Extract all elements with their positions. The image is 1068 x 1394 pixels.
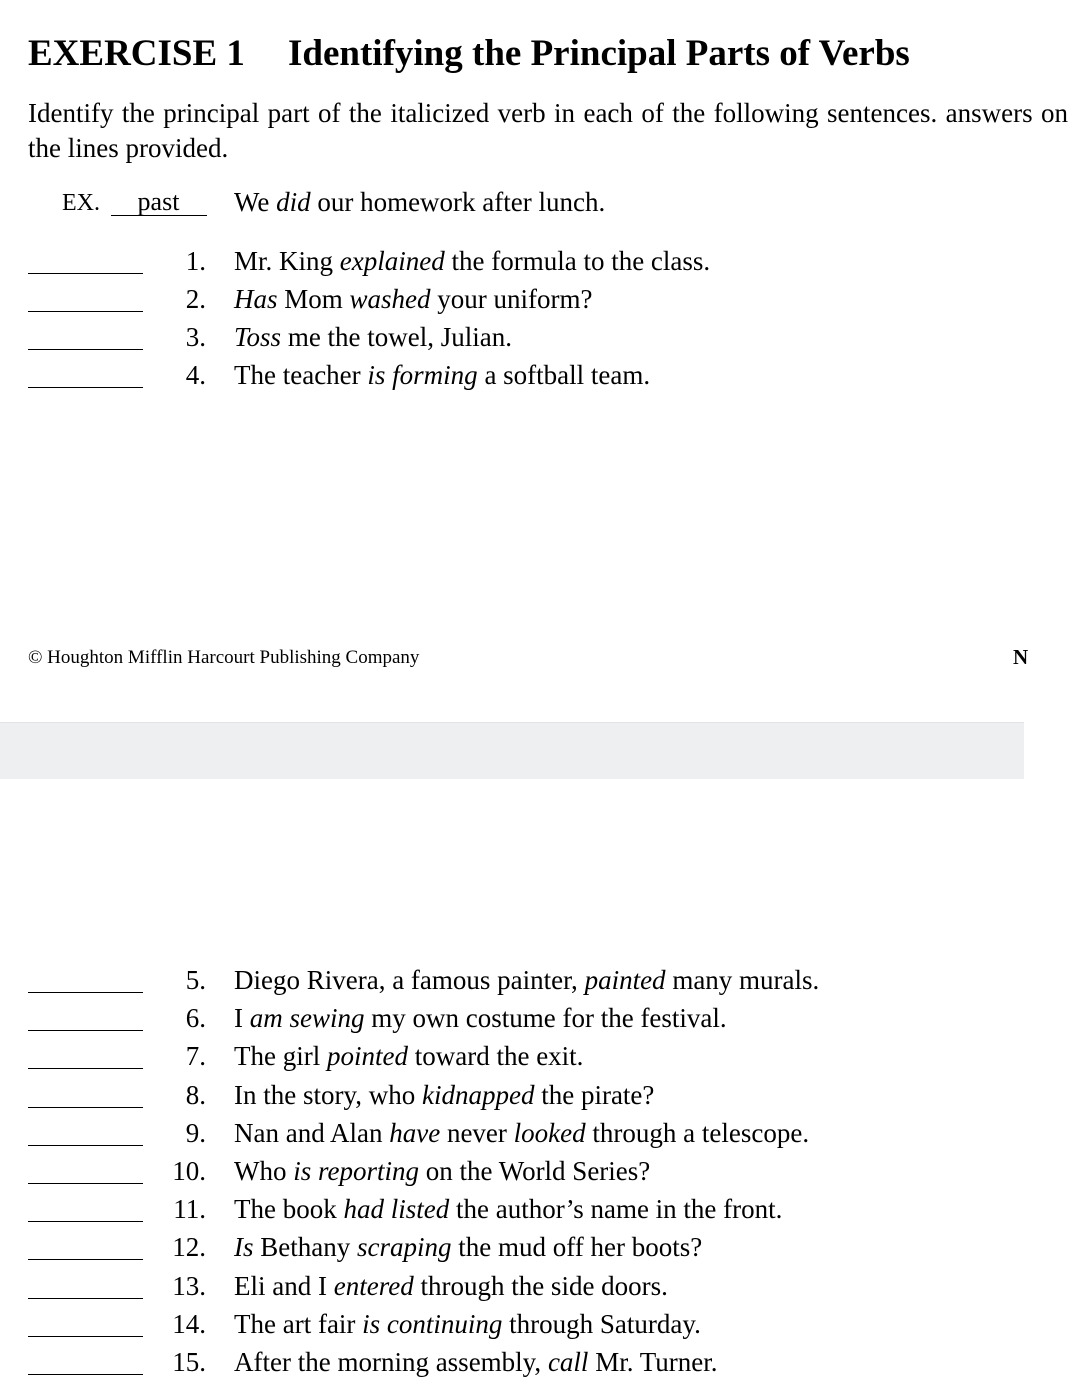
- sentence-text: Mom: [277, 284, 350, 314]
- italic-verb: Toss: [234, 322, 282, 352]
- exercise-heading: Identifying the Principal Parts of Verbs: [288, 33, 910, 74]
- answer-blank[interactable]: [28, 1183, 143, 1184]
- italic-verb: Is: [234, 1232, 254, 1263]
- answer-blank[interactable]: [28, 1107, 143, 1108]
- item-sentence: [234, 1003, 727, 1034]
- item-sentence: [234, 1271, 668, 1302]
- sentence-text: through Saturday.: [502, 1308, 701, 1339]
- instructions: Identify the principal part of the italicized verb in each of the following sentences. answers on the lines provided.: [28, 98, 1068, 163]
- item-number: 4.: [185, 360, 206, 390]
- item-sentence: [234, 1080, 654, 1111]
- item-number: 12.: [172, 1232, 206, 1263]
- answer-blank[interactable]: [28, 1221, 143, 1222]
- sentence-text: on the World Series?: [419, 1156, 651, 1186]
- item-sentence: [234, 965, 819, 996]
- sentence-text: many murals.: [665, 965, 820, 995]
- answer-blank[interactable]: [28, 1374, 143, 1375]
- sentence-text: I: [234, 1003, 250, 1034]
- sentence-text: The book: [234, 1194, 344, 1225]
- exercise-item: [0, 1271, 1024, 1309]
- sentence-text: Nan and Alan: [234, 1117, 390, 1148]
- item-number: 2.: [185, 284, 206, 314]
- sentence-text: The girl: [234, 1041, 327, 1072]
- exercise-item: [0, 322, 1024, 360]
- item-number: 7.: [185, 1041, 206, 1072]
- item-sentence: [234, 246, 710, 277]
- answer-blank[interactable]: [28, 311, 143, 312]
- sentence-text: The art fair: [234, 1308, 363, 1339]
- italic-verb: is reporting: [293, 1156, 419, 1186]
- sentence-text: me the towel, Julian.: [281, 322, 513, 352]
- exercise-item: [0, 965, 1024, 1003]
- sentence-text: the formula to the class.: [444, 246, 711, 276]
- sentence-text: Bethany: [253, 1232, 357, 1263]
- sentence-text: Who: [234, 1156, 294, 1186]
- italic-verb: scraping: [356, 1232, 452, 1263]
- item-number: 15.: [172, 1347, 206, 1377]
- exercise-item: [0, 284, 1024, 322]
- italic-verb: call: [547, 1347, 589, 1377]
- sentence-text: The teacher: [234, 360, 368, 390]
- answer-blank[interactable]: [28, 273, 143, 274]
- copyright-footer: © Houghton Mifflin Harcourt Publishing Company: [28, 647, 420, 668]
- item-sentence: [234, 284, 593, 315]
- item-sentence: [234, 1347, 717, 1378]
- sentence-text: through a telescope.: [585, 1117, 810, 1148]
- answer-blank[interactable]: [28, 1259, 143, 1260]
- exercise-item: [0, 1309, 1024, 1347]
- italic-verb: Has: [234, 284, 278, 314]
- sentence-text: After the morning assembly,: [234, 1347, 548, 1377]
- sentence-text: Eli and I: [234, 1270, 334, 1301]
- answer-blank[interactable]: [28, 1068, 143, 1069]
- answer-blank[interactable]: [28, 1145, 143, 1146]
- italic-verb: looked: [513, 1117, 586, 1148]
- italic-verb: am sewing: [249, 1003, 365, 1034]
- item-number: 11.: [173, 1194, 206, 1225]
- answer-blank[interactable]: [28, 992, 143, 993]
- italic-verb: painted: [584, 965, 666, 995]
- item-number: 6.: [185, 1003, 206, 1034]
- item-sentence: [234, 360, 650, 391]
- sentence-text: We: [234, 187, 277, 217]
- exercise-item: [0, 1118, 1024, 1156]
- sentence-text: In the story, who: [234, 1079, 422, 1110]
- item-number: 10.: [172, 1156, 206, 1186]
- example-answer: past: [111, 189, 207, 216]
- item-number: 8.: [185, 1079, 206, 1110]
- sentence-text: my own costume for the festival.: [364, 1003, 727, 1034]
- cut-off-page-number: N: [1013, 645, 1029, 669]
- item-sentence: [234, 1118, 809, 1149]
- exercise-title: [28, 32, 910, 75]
- sentence-text: Diego Rivera, a famous painter,: [234, 965, 585, 995]
- answer-blank[interactable]: [28, 1336, 143, 1337]
- italic-verb: had listed: [343, 1194, 450, 1225]
- sentence-text: never: [440, 1117, 514, 1148]
- italic-verb: entered: [333, 1270, 414, 1301]
- exercise-item: [0, 360, 1024, 398]
- item-sentence: [234, 1232, 702, 1263]
- italic-verb: washed: [349, 284, 431, 314]
- sentence-text: through the side doors.: [413, 1270, 668, 1301]
- example-sentence: [234, 187, 605, 218]
- sentence-text: toward the exit.: [407, 1041, 584, 1072]
- item-number: 13.: [172, 1270, 206, 1301]
- item-sentence: [234, 1156, 650, 1187]
- exercise-item: [0, 1232, 1024, 1270]
- italic-verb: pointed: [326, 1041, 408, 1072]
- exercise-item: [0, 1003, 1024, 1041]
- sentence-text: the pirate?: [534, 1079, 655, 1110]
- sentence-text: the author’s name in the front.: [449, 1194, 783, 1225]
- item-number: 14.: [172, 1308, 206, 1339]
- exercise-item: [0, 246, 1024, 284]
- sentence-text: the mud off her boots?: [451, 1232, 703, 1263]
- answer-blank[interactable]: [28, 387, 143, 388]
- italic-verb: explained: [339, 246, 445, 276]
- item-sentence: [234, 1309, 701, 1340]
- exercise-item: [0, 1080, 1024, 1118]
- item-number: 5.: [185, 965, 206, 995]
- exercise-item: [0, 1347, 1024, 1385]
- item-sentence: [234, 322, 512, 353]
- answer-blank[interactable]: [28, 1030, 143, 1031]
- worksheet-page-2: [0, 779, 1024, 1394]
- item-sentence: [234, 1041, 583, 1072]
- italic-verb: is forming: [367, 360, 478, 390]
- item-number: 1.: [185, 246, 206, 276]
- italic-verb: kidnapped: [421, 1079, 535, 1110]
- example-label: EX.: [62, 190, 100, 216]
- exercise-item: [0, 1156, 1024, 1194]
- answer-blank[interactable]: [28, 349, 143, 350]
- exercise-number: EXERCISE 1: [28, 33, 245, 74]
- exercise-item: [0, 1041, 1024, 1079]
- sentence-text: Mr. King: [234, 246, 340, 276]
- exercise-item: [0, 1194, 1024, 1232]
- sentence-text: your uniform?: [430, 284, 593, 314]
- item-number: 3.: [185, 322, 206, 352]
- example-label-answer: [62, 187, 207, 217]
- answer-blank[interactable]: [28, 1298, 143, 1299]
- page-gap: [0, 722, 1024, 780]
- sentence-text: Mr. Turner.: [588, 1347, 718, 1377]
- italic-verb: did: [276, 187, 311, 217]
- italic-verb: is continuing: [362, 1308, 503, 1339]
- sentence-text: a softball team.: [477, 360, 651, 390]
- item-number: 9.: [185, 1117, 206, 1148]
- sentence-text: our homework after lunch.: [310, 187, 606, 217]
- italic-verb: have: [389, 1117, 441, 1148]
- item-sentence: [234, 1194, 782, 1225]
